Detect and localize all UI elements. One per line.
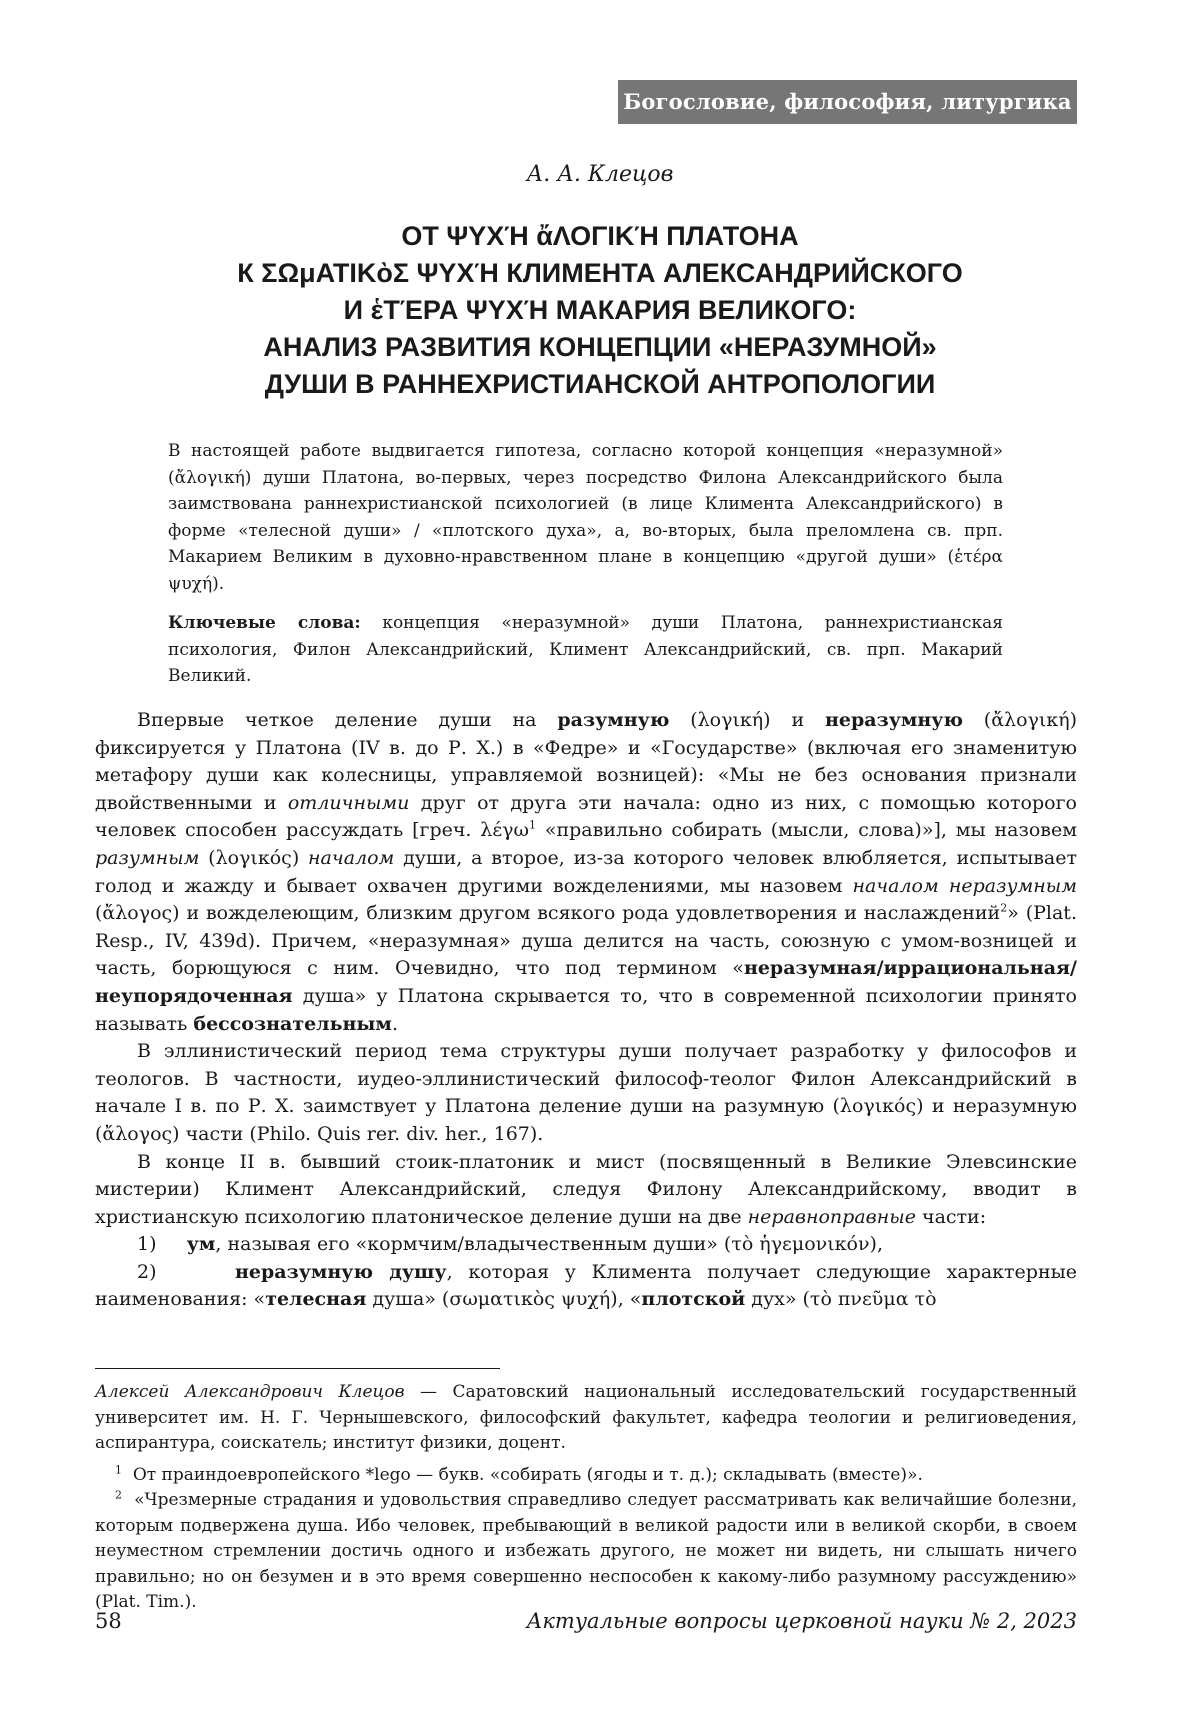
text-run: части: <box>915 1205 987 1228</box>
abstract <box>168 438 1003 597</box>
keywords-label: Ключевые слова: <box>168 613 361 633</box>
italic-term: отличными <box>287 791 410 814</box>
affiliation-name: Алексей Александрович Клецов <box>95 1382 405 1402</box>
bold-term: разумную <box>557 709 670 731</box>
text-run: (λογική) и <box>669 709 825 731</box>
italic-term: началом неразумным <box>852 874 1077 897</box>
text-run: дух» (τὸ πνεῦμα τὸ <box>745 1288 937 1311</box>
italic-term: неравноправные <box>747 1205 916 1228</box>
text-run: В конце II в. бывший стоик-платоник и мист (посвященный в Великие Элевсинские мистерии) Климент Александрийский, следуя Филону Александрийскому, вводит в христианскую психологию платоническое деление души на две <box>95 1150 1077 1228</box>
list-number: 2) <box>137 1260 157 1283</box>
title-line: АНАЛИЗ РАЗВИТИЯ КОНЦЕПЦИИ «НЕРАЗУМНОЙ» <box>263 332 937 362</box>
text-run: душа» (σωματικὸς ψυχή), « <box>366 1288 642 1311</box>
footnote-number: 1 <box>115 1462 122 1476</box>
footnote-divider <box>95 1368 500 1369</box>
title-line: К ΣΩμΑΤΙΚὸΣ ΨΥΧΉ КЛИМЕНТА АЛЕКСАНДРИЙСКОГО <box>237 258 963 288</box>
text-run: » (Plat. Resp., IV, 439d). Причем, «неразумная» душа делится на часть, союзную с умом-возницей и часть, борющуюся с ним. Очевидно, что под термином « <box>95 902 1077 980</box>
text-run: (ἄλογική) фиксируется у Платона (IV в. до Р. Х.) в «Федре» и «Государстве» (включая его знаменитую метафору души как колесницы, управляемой возницей): «Мы не без основания признали двойственными и <box>95 709 1077 814</box>
bold-term: неразумную <box>824 709 963 731</box>
list-number: 1) <box>137 1233 157 1256</box>
section-badge: Богословие, философия, литургика <box>618 80 1077 124</box>
title-line: ОТ ΨΥΧΉ ἄΛΟΓΙΚΉ ПЛАТОНА <box>401 221 799 251</box>
footnote-text: От праиндоевропейского *lego — букв. «собирать (ягоды и т. д.); складывать (вместе)». <box>132 1464 923 1485</box>
bold-term: ум <box>186 1233 216 1256</box>
abstract-text: В настоящей работе выдвигается гипотеза, согласно которой концепция «неразумной» (ἄλογική) души Платона, во-первых, через посредство Филона Александрийского была заимствована раннехристианской психологией (в лице Климента Александрийского) в форме «телесной души» / «плотского духа», а, во-вторых, была преломлена св. прп. Макарием Великим в духовно-нравственном плане в концепцию «другой души» (ἑτέρα ψυχή). <box>168 441 1003 594</box>
footnote-text: «Чрезмерные страдания и удовольствия справедливо следует рассматривать как величайшие болезни, которым подвержена душа. Ибо человек, пребывающий в великой радости или в великой скорби, в своем неуместном стремлении достичь одного и избежать другого, не может ни видеть, ни слышать ничего правильно; но он безумен и в это время совершенно неспособен к какому-либо разумному рассуждению» (Plat. Tim.). <box>95 1490 1077 1612</box>
title-line: ДУШИ В РАННЕХРИСТИАНСКОЙ АНТРОПОЛОГИИ <box>264 369 936 399</box>
text-run: , называя его «кормчим/владычественным души» (τὸ ἡγεμονικόν), <box>215 1233 883 1256</box>
body-paragraph-3 <box>95 1149 1077 1232</box>
author-affiliation <box>95 1380 1077 1457</box>
text-run: друг от друга эти начала: одно из них, с помощью которого человек способен рассуждать [греч. λέγω <box>95 791 1077 842</box>
footnotes <box>95 1380 1077 1616</box>
list-item-1 <box>95 1231 1077 1259</box>
text-run: (λογικός) <box>199 846 309 869</box>
title-line: И ἑΤΈΡΑ ΨΥΧΉ МАКАРИЯ ВЕЛИКОГО: <box>343 295 857 325</box>
footnote-ref[interactable]: 2 <box>1000 901 1008 915</box>
text-run: . <box>391 1012 398 1035</box>
italic-term: разумным <box>95 846 200 869</box>
affiliation-text: — Саратовский национальный исследовательский государственный университет им. Н. Г. Чернышевского, философский факультет, кафедра теологии и религиоведения, аспирантура, соискатель; институт физики, доцент. <box>95 1382 1078 1453</box>
bold-term: неразумную душу <box>234 1260 447 1283</box>
text-run: душа» у Платона скрывается то, что в современной психологии принято называть <box>95 984 1077 1035</box>
keywords-text: концепция «неразумной» души Платона, раннехристианская психология, Филон Александрийский, Климент Александрийский, св. прп. Макарий Великий. <box>168 613 1003 686</box>
text-run: души, а второе, из-за которого человек влюбляется, испытывает голод и жажду и бывает охвачен другими вожделениями, мы назовем <box>95 846 1077 897</box>
footnote-ref[interactable]: 1 <box>529 819 537 833</box>
italic-term: началом <box>308 846 395 869</box>
page-number: 58 <box>95 1609 122 1633</box>
author-name: А. А. Клецов <box>526 162 674 187</box>
bold-term: неразумная/иррациональная/неупорядоченная <box>95 957 1077 1007</box>
bold-term: бессознательным <box>193 1012 392 1035</box>
footnote-2 <box>95 1488 1077 1616</box>
footnote-number: 2 <box>115 1488 122 1502</box>
footnote-1 <box>95 1463 1077 1489</box>
bold-term: телесная <box>265 1288 367 1311</box>
list-item-2 <box>95 1259 1077 1314</box>
text-run: Впервые четкое деление души на <box>137 709 558 731</box>
bold-term: плотской <box>641 1288 746 1311</box>
text-run: , которая у Климента получает следующие характерные наименования: « <box>95 1260 1077 1311</box>
keywords <box>168 610 1003 690</box>
journal-name: Актуальные вопросы церковной науки № 2, 2023 <box>526 1609 1077 1633</box>
body-paragraph-1 <box>95 707 1077 1038</box>
text-run: (ἄλογος) и вожделеющим, близким другом всякого рода удовлетворения и наслаждений <box>95 902 1001 925</box>
article-body <box>95 707 1077 1314</box>
article-title <box>80 218 1120 403</box>
body-paragraph-2: В эллинистический период тема структуры души получает разработку у философов и теологов. В частности, иудео-эллинистический философ-теолог Филон Александрийский в начале I в. по Р. Х. заимствует у Платона деление души на разумную (λογικός) и неразумную (ἄλογος) части (Philo. Quis rer. div. her., 167). <box>95 1040 1077 1145</box>
text-run: «правильно собирать (мысли, слова)»], мы назовем <box>536 819 1077 842</box>
